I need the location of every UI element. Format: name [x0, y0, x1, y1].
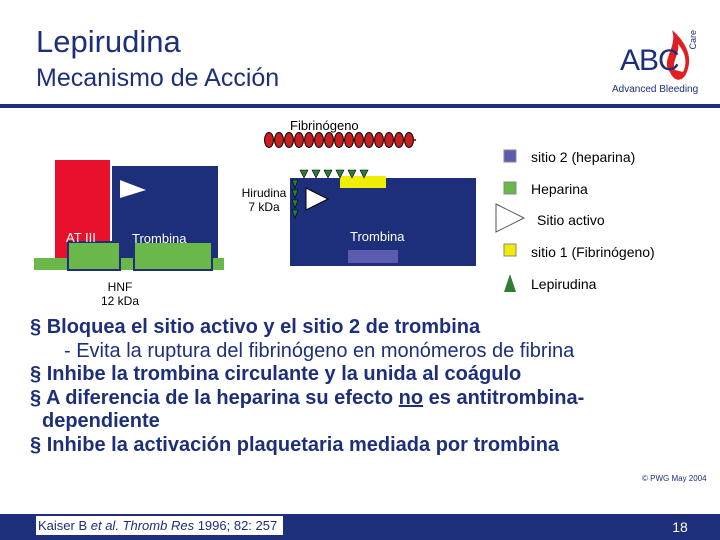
thrombin-right-label: Trombina	[350, 229, 405, 244]
bullet-3: § A diferencia de la heparina su efecto no es antitrombina-	[30, 386, 585, 409]
legend-label-heparin: Heparina	[531, 181, 588, 197]
page-number: 18	[672, 519, 688, 535]
logo-care-text: Care	[688, 30, 698, 50]
slide-title: Lepirudina	[36, 24, 181, 59]
bullet-3-cont: dependiente	[42, 410, 160, 432]
legend-label-site1: sitio 1 (Fibrinógeno)	[531, 244, 655, 260]
bullet-1: § Bloquea el sitio activo y el sitio 2 de trombina	[30, 316, 481, 338]
bullet-2: § Inhibe la trombina circulante y la unida al coágulo	[30, 363, 522, 385]
reference-citation: Kaiser B et al. Thromb Res 1996; 82: 257	[36, 516, 283, 535]
logo-text: ABC	[620, 44, 679, 77]
legend-square-site2	[504, 150, 516, 162]
legend-label-site2: sitio 2 (heparina)	[531, 149, 636, 165]
hnf-label: HNF 12 kDa	[100, 280, 140, 308]
site2-purple	[348, 250, 398, 263]
heparin-cap-right	[134, 242, 212, 270]
fibrinogen-chain	[265, 133, 417, 148]
bullet-list	[30, 316, 720, 457]
legend-label-lepirudin: Lepirudina	[531, 276, 597, 292]
fibrinogen-label: Fibrinógeno	[290, 118, 359, 133]
slide-subtitle: Mecanismo de Acción	[36, 64, 280, 92]
legend-square-site1	[504, 244, 516, 256]
legend-label-active-site: Sitio activo	[537, 212, 605, 228]
legend-triangle-lepirudin	[504, 274, 516, 292]
header-rule	[0, 104, 720, 108]
legend-square-heparin	[504, 182, 516, 194]
copyright-text: © PWG May 2004	[642, 474, 707, 483]
bullet-4: § Inhibe la activación plaquetaria mediada por trombina	[30, 433, 560, 456]
bullet-1-sub: - Evita la ruptura del fibrinógeno en monómeros de fibrina	[64, 339, 575, 362]
heparin-cap-left	[68, 242, 120, 270]
hirudin-label: Hirudina 7 kDa	[241, 186, 287, 214]
thrombin-left-label: Trombina	[132, 231, 187, 246]
site1-yellow	[340, 176, 386, 188]
logo-subtitle: Advanced Bleeding	[612, 84, 699, 95]
legend-triangle-active-site	[496, 204, 524, 232]
at3-label: AT III	[66, 230, 96, 245]
